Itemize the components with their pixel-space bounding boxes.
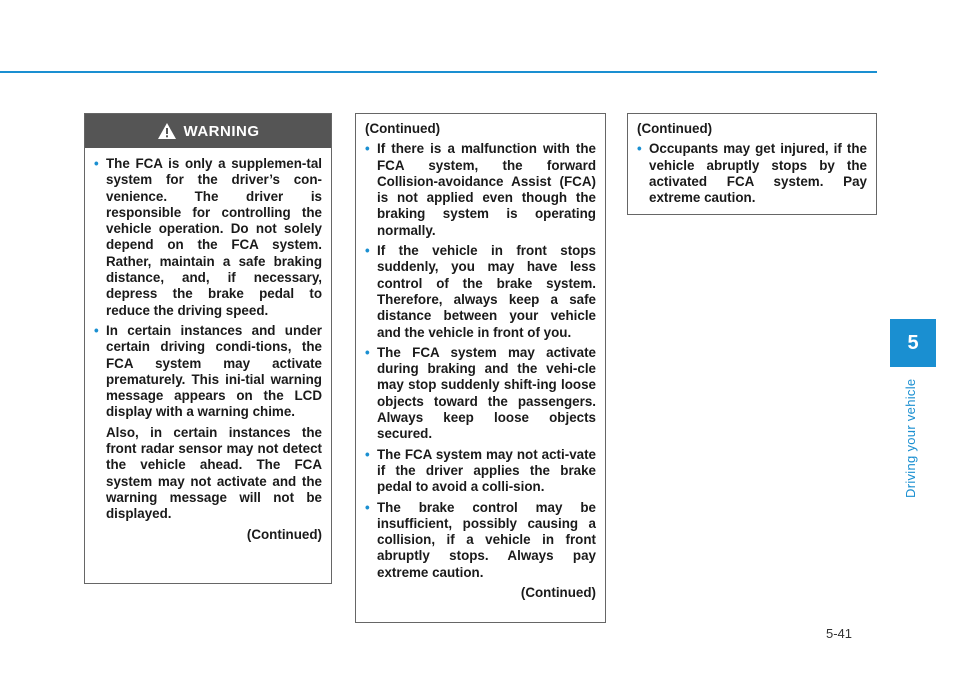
list-item [94, 156, 322, 319]
bullet-icon: • [94, 156, 99, 171]
list-item [365, 345, 596, 443]
list-item [637, 141, 867, 206]
warning-header [85, 114, 331, 148]
middle-body [356, 114, 605, 601]
bullet-icon: • [365, 499, 370, 515]
chapter-tab: 5 [890, 319, 936, 367]
bullet-icon: • [94, 322, 99, 338]
list-item [94, 323, 322, 421]
bullet-icon: • [365, 243, 370, 259]
bullet-text: If the vehicle in front stops suddenly, you may have less control of the brake system. Therefore, always keep a safe distance between your vehicle and the vehicle in front of you. [377, 243, 596, 340]
list-item [365, 447, 596, 496]
continued-label: (Continued) [246, 526, 322, 542]
warning-triangle-icon [157, 122, 177, 140]
continued-label: (Continued) [520, 585, 596, 601]
bullet-text: The FCA system may activate during braking and the vehi-cle may stop suddenly shift-ing loose objects toward the passengers. Always keep loose objects secured. [377, 344, 596, 442]
page-number: 5-41 [826, 626, 853, 641]
bullet-icon: • [365, 344, 370, 360]
list-item [365, 243, 596, 341]
bullet-text: The brake control may be insufficient, possibly causing a collision, if a vehicle in front abruptly stops. Always pay extreme caution. [377, 499, 596, 580]
warning-body [85, 148, 331, 543]
continued-label: (Continued) [637, 121, 713, 136]
bullet-text: The FCA system may not acti-vate if the driver applies the brake pedal to avoid a colli-sion. [377, 446, 596, 495]
bullet-text: If there is a malfunction with the FCA system, the forward Collision-avoidance Assist (FCA) is not applied even though the braking system is operating normally. [377, 141, 596, 238]
continued-box-right [627, 113, 877, 215]
bullet-icon: • [637, 141, 642, 157]
list-item [365, 500, 596, 581]
warning-box [84, 113, 332, 584]
bullet-text: In certain instances and under certain driving condi-tions, the FCA system may activate prematurely. This ini-tial warning message appears on the LCD display with a warning chime. [106, 322, 322, 420]
paragraph: Also, in certain instances the front radar sensor may not detect the vehicle ahead. The FCA system may not activate and the warning message will not be displayed. [106, 424, 322, 522]
bullet-icon: • [365, 141, 370, 157]
bullet-text: The FCA is only a supplemen-tal system for the driver’s con-venience. The driver is responsible for controlling the vehicle operation. Do not solely depend on the FCA system. Rather, maintain a safe braking distance, and, if necessary, depress the brake pedal to reduce the driving speed. [106, 156, 322, 318]
continued-label: (Continued) [365, 121, 441, 136]
warning-title: WARNING [183, 122, 260, 140]
chapter-title: Driving your vehicle [903, 378, 918, 498]
list-item [365, 141, 596, 239]
right-body [628, 114, 876, 206]
bullet-icon: • [365, 446, 370, 462]
top-divider [0, 71, 877, 73]
continued-box-middle [355, 113, 606, 623]
chapter-label [903, 370, 923, 500]
bullet-text: Occupants may get injured, if the vehicle abruptly stops by the activated FCA system. Pay extreme caution. [649, 141, 867, 206]
